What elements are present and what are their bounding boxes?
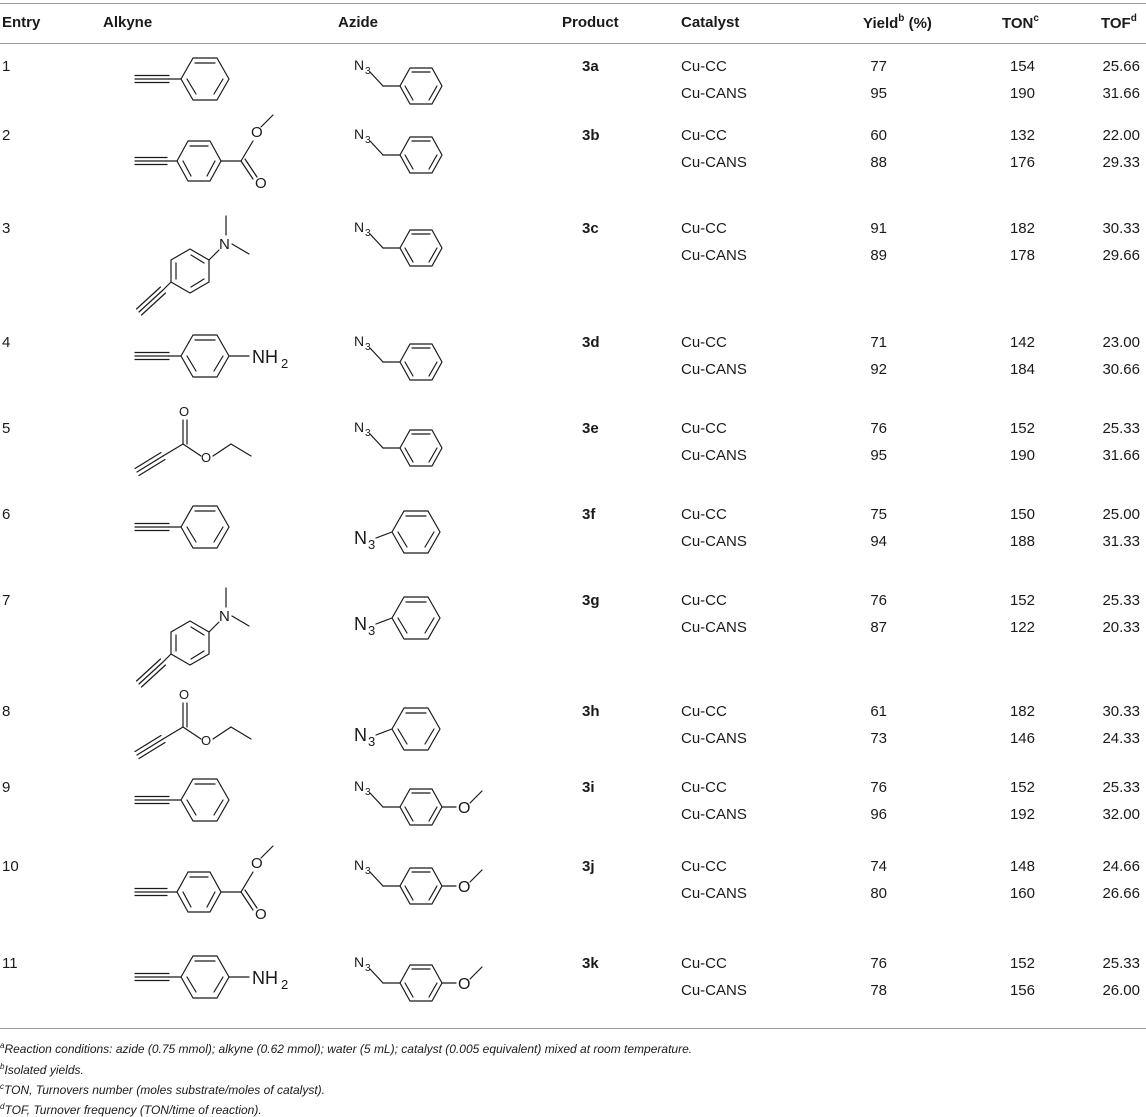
product-cell: 3j <box>582 858 595 875</box>
ethyl-propiolate-structure-icon <box>133 687 263 762</box>
ton-cell: 190 <box>1009 447 1035 464</box>
yield-cell: 95 <box>870 447 887 464</box>
product-cell: 3c <box>582 220 599 237</box>
ton-cell: 188 <box>1009 533 1035 550</box>
catalyst-cell: Cu-CANS <box>681 806 747 823</box>
tof-cell: 31.66 <box>1102 447 1140 464</box>
svg-text:N: N <box>354 219 365 235</box>
ton-cell: 152 <box>1009 592 1035 609</box>
yield-cell: 92 <box>870 361 887 378</box>
catalyst-cell: Cu-CANS <box>681 447 747 464</box>
footnote-text: Isolated yields. <box>4 1063 84 1077</box>
catalyst-cell: Cu-CC <box>681 592 727 609</box>
product-cell: 3k <box>582 955 599 972</box>
svg-text:NH: NH <box>252 968 278 988</box>
svg-text:3: 3 <box>365 963 371 974</box>
4-methoxybenzyl-azide-structure-icon <box>338 777 518 837</box>
tof-cell: 25.33 <box>1102 420 1140 437</box>
tof-cell: 29.33 <box>1102 154 1140 171</box>
header-ton-label: TON <box>1002 15 1034 32</box>
svg-text:N: N <box>354 725 367 745</box>
benzyl-azide-structure-icon <box>338 56 468 116</box>
yield-cell: 91 <box>870 220 887 237</box>
footnote-mark: c <box>0 1082 4 1091</box>
ton-cell: 178 <box>1009 247 1035 264</box>
svg-text:O: O <box>458 879 471 896</box>
entry-cell: 10 <box>2 858 19 875</box>
header-yield-unit: (%) <box>904 15 932 32</box>
ton-cell: 146 <box>1009 730 1035 747</box>
tof-cell: 31.33 <box>1102 533 1140 550</box>
footnote <box>0 1080 325 1097</box>
yield-cell: 94 <box>870 533 887 550</box>
ton-cell: 154 <box>1009 58 1035 75</box>
header-alkyne: Alkyne <box>103 14 153 31</box>
svg-text:N: N <box>354 857 365 873</box>
benzyl-azide-structure-icon <box>338 332 468 392</box>
svg-text:N: N <box>354 126 365 142</box>
tof-cell: 25.66 <box>1102 58 1140 75</box>
header-ton <box>1002 14 1039 32</box>
tof-cell: 24.33 <box>1102 730 1140 747</box>
ton-cell: 132 <box>1009 127 1035 144</box>
ton-cell: 160 <box>1009 885 1035 902</box>
svg-text:3: 3 <box>365 342 371 353</box>
entry-cell: 1 <box>2 58 11 75</box>
svg-text:NH: NH <box>252 347 278 367</box>
svg-text:O: O <box>201 450 212 465</box>
catalyst-cell: Cu-CANS <box>681 247 747 264</box>
svg-text:O: O <box>458 976 471 993</box>
svg-text:O: O <box>255 906 267 923</box>
svg-text:2: 2 <box>281 977 289 992</box>
phenylacetylene-structure-icon <box>133 775 253 825</box>
catalyst-cell: Cu-CC <box>681 955 727 972</box>
entry-cell: 6 <box>2 506 11 523</box>
footnote-text: Reaction conditions: azide (0.75 mmol); alkyne (0.62 mmol); water (5 mL); catalyst (0.005 equivalent) mixed at room temperature. <box>4 1042 693 1056</box>
catalyst-cell: Cu-CANS <box>681 154 747 171</box>
svg-text:O: O <box>255 175 267 192</box>
benzyl-azide-structure-icon <box>338 418 468 478</box>
ton-cell: 152 <box>1009 420 1035 437</box>
4-methoxybenzyl-azide-structure-icon <box>338 856 518 916</box>
svg-text:2: 2 <box>281 356 289 371</box>
ton-cell: 192 <box>1009 806 1035 823</box>
tof-cell: 29.66 <box>1102 247 1140 264</box>
footnote-mark: d <box>0 1102 5 1111</box>
product-cell: 3b <box>582 127 600 144</box>
ton-cell: 152 <box>1009 955 1035 972</box>
entry-cell: 7 <box>2 592 11 609</box>
svg-text:O: O <box>458 800 471 817</box>
svg-text:N: N <box>354 57 365 73</box>
svg-text:3: 3 <box>365 866 371 877</box>
tof-cell: 20.33 <box>1102 619 1140 636</box>
svg-text:O: O <box>251 855 263 872</box>
4-methoxybenzyl-azide-structure-icon <box>338 953 518 1013</box>
tof-cell: 25.00 <box>1102 506 1140 523</box>
tof-cell: 30.33 <box>1102 703 1140 720</box>
catalyst-cell: Cu-CANS <box>681 361 747 378</box>
entry-cell: 5 <box>2 420 11 437</box>
entry-cell: 3 <box>2 220 11 237</box>
header-tof-footnote-mark: d <box>1130 13 1137 24</box>
catalyst-cell: Cu-CC <box>681 703 727 720</box>
svg-text:3: 3 <box>365 66 371 77</box>
tof-cell: 23.00 <box>1102 334 1140 351</box>
svg-text:N: N <box>354 419 365 435</box>
benzyl-azide-structure-icon <box>338 218 468 278</box>
yield-cell: 74 <box>870 858 887 875</box>
svg-text:N: N <box>354 614 367 634</box>
catalyst-cell: Cu-CC <box>681 506 727 523</box>
footnote-mark: a <box>0 1041 5 1050</box>
yield-cell: 78 <box>870 982 887 999</box>
tof-cell: 30.33 <box>1102 220 1140 237</box>
tof-cell: 22.00 <box>1102 127 1140 144</box>
product-cell: 3h <box>582 703 600 720</box>
svg-text:3: 3 <box>365 428 371 439</box>
tof-cell: 32.00 <box>1102 806 1140 823</box>
svg-text:N: N <box>354 778 365 794</box>
table-bottom-rule <box>0 1028 1146 1029</box>
catalyst-cell: Cu-CANS <box>681 982 747 999</box>
yield-cell: 76 <box>870 779 887 796</box>
yield-cell: 89 <box>870 247 887 264</box>
methyl-4-ethynylbenzoate-structure-icon <box>133 850 303 923</box>
yield-cell: 88 <box>870 154 887 171</box>
catalyst-cell: Cu-CC <box>681 420 727 437</box>
yield-cell: 77 <box>870 58 887 75</box>
footnote-text: TON, Turnovers number (moles substrate/moles of catalyst). <box>4 1083 325 1097</box>
header-tof <box>1101 14 1137 32</box>
catalyst-cell: Cu-CC <box>681 334 727 351</box>
tof-cell: 24.66 <box>1102 858 1140 875</box>
benzyl-azide-structure-icon <box>338 125 468 185</box>
footnote <box>0 1060 84 1077</box>
svg-text:N: N <box>219 236 230 253</box>
yield-cell: 73 <box>870 730 887 747</box>
header-yield-label: Yield <box>863 15 899 32</box>
product-cell: 3f <box>582 506 596 523</box>
header-product: Product <box>562 14 619 31</box>
header-bottom-rule <box>0 43 1146 44</box>
ton-cell: 190 <box>1009 85 1035 102</box>
table-top-rule <box>0 3 1146 4</box>
ton-cell: 184 <box>1009 361 1035 378</box>
catalyst-cell: Cu-CC <box>681 779 727 796</box>
tof-cell: 25.33 <box>1102 779 1140 796</box>
product-cell: 3d <box>582 334 600 351</box>
entry-cell: 8 <box>2 703 11 720</box>
svg-text:3: 3 <box>368 734 376 749</box>
4-ethynylaniline-structure-icon <box>133 951 313 1006</box>
catalyst-cell: Cu-CC <box>681 858 727 875</box>
yield-cell: 95 <box>870 85 887 102</box>
svg-text:3: 3 <box>365 787 371 798</box>
yield-cell: 60 <box>870 127 887 144</box>
ton-cell: 176 <box>1009 154 1035 171</box>
tof-cell: 25.33 <box>1102 592 1140 609</box>
yield-cell: 80 <box>870 885 887 902</box>
yield-cell: 96 <box>870 806 887 823</box>
svg-text:O: O <box>251 124 263 141</box>
catalyst-cell: Cu-CC <box>681 127 727 144</box>
header-yield-footnote-mark: b <box>898 13 905 24</box>
catalyst-cell: Cu-CANS <box>681 885 747 902</box>
ton-cell: 152 <box>1009 779 1035 796</box>
phenyl-azide-structure-icon <box>338 701 478 761</box>
phenyl-azide-structure-icon <box>338 504 478 564</box>
yield-cell: 75 <box>870 506 887 523</box>
yield-cell: 76 <box>870 955 887 972</box>
ton-cell: 156 <box>1009 982 1035 999</box>
ton-cell: 150 <box>1009 506 1035 523</box>
product-cell: 3g <box>582 592 600 609</box>
tof-cell: 26.00 <box>1102 982 1140 999</box>
footnote-mark: b <box>0 1062 5 1071</box>
4-ethynyl-dimethylaniline-structure-icon <box>133 596 263 691</box>
svg-text:N: N <box>219 608 230 625</box>
ton-cell: 142 <box>1009 334 1035 351</box>
catalyst-cell: Cu-CANS <box>681 533 747 550</box>
tof-cell: 30.66 <box>1102 361 1140 378</box>
ton-cell: 182 <box>1009 220 1035 237</box>
footnote <box>0 1100 262 1117</box>
svg-text:N: N <box>354 954 365 970</box>
svg-text:O: O <box>179 404 190 419</box>
header-ton-footnote-mark: c <box>1033 13 1039 24</box>
footnote <box>0 1039 692 1056</box>
product-cell: 3i <box>582 779 595 796</box>
product-cell: 3e <box>582 420 599 437</box>
tof-cell: 31.66 <box>1102 85 1140 102</box>
svg-text:O: O <box>201 733 212 748</box>
header-entry: Entry <box>2 14 41 31</box>
phenylacetylene-structure-icon <box>133 54 253 104</box>
svg-text:3: 3 <box>365 135 371 146</box>
entry-cell: 2 <box>2 127 11 144</box>
svg-text:3: 3 <box>365 228 371 239</box>
yield-cell: 71 <box>870 334 887 351</box>
svg-text:N: N <box>354 333 365 349</box>
entry-cell: 9 <box>2 779 11 796</box>
catalyst-cell: Cu-CANS <box>681 730 747 747</box>
catalyst-cell: Cu-CANS <box>681 619 747 636</box>
yield-cell: 61 <box>870 703 887 720</box>
catalyst-cell: Cu-CANS <box>681 85 747 102</box>
methyl-4-ethynylbenzoate-structure-icon <box>133 119 303 192</box>
catalyst-cell: Cu-CC <box>681 220 727 237</box>
header-azide: Azide <box>338 14 379 31</box>
catalyst-cell: Cu-CC <box>681 58 727 75</box>
ethyl-propiolate-structure-icon <box>133 404 263 479</box>
phenyl-azide-structure-icon <box>338 590 478 650</box>
entry-cell: 4 <box>2 334 11 351</box>
tof-cell: 26.66 <box>1102 885 1140 902</box>
header-yield <box>863 14 932 32</box>
product-cell: 3a <box>582 58 599 75</box>
entry-cell: 11 <box>2 955 18 972</box>
ton-cell: 182 <box>1009 703 1035 720</box>
svg-text:N: N <box>354 528 367 548</box>
yield-cell: 87 <box>870 619 887 636</box>
4-ethynylaniline-structure-icon <box>133 330 313 385</box>
ton-cell: 122 <box>1009 619 1035 636</box>
phenylacetylene-structure-icon <box>133 502 253 552</box>
footnote-text: TOF, Turnover frequency (TON/time of reaction). <box>4 1103 262 1117</box>
header-catalyst: Catalyst <box>681 14 740 31</box>
4-ethynyl-dimethylaniline-structure-icon <box>133 224 263 319</box>
svg-text:O: O <box>179 687 190 702</box>
header-tof-label: TOF <box>1101 15 1131 32</box>
tof-cell: 25.33 <box>1102 955 1140 972</box>
yield-cell: 76 <box>870 592 887 609</box>
svg-text:3: 3 <box>368 623 376 638</box>
svg-text:3: 3 <box>368 537 376 552</box>
ton-cell: 148 <box>1009 858 1035 875</box>
yield-cell: 76 <box>870 420 887 437</box>
